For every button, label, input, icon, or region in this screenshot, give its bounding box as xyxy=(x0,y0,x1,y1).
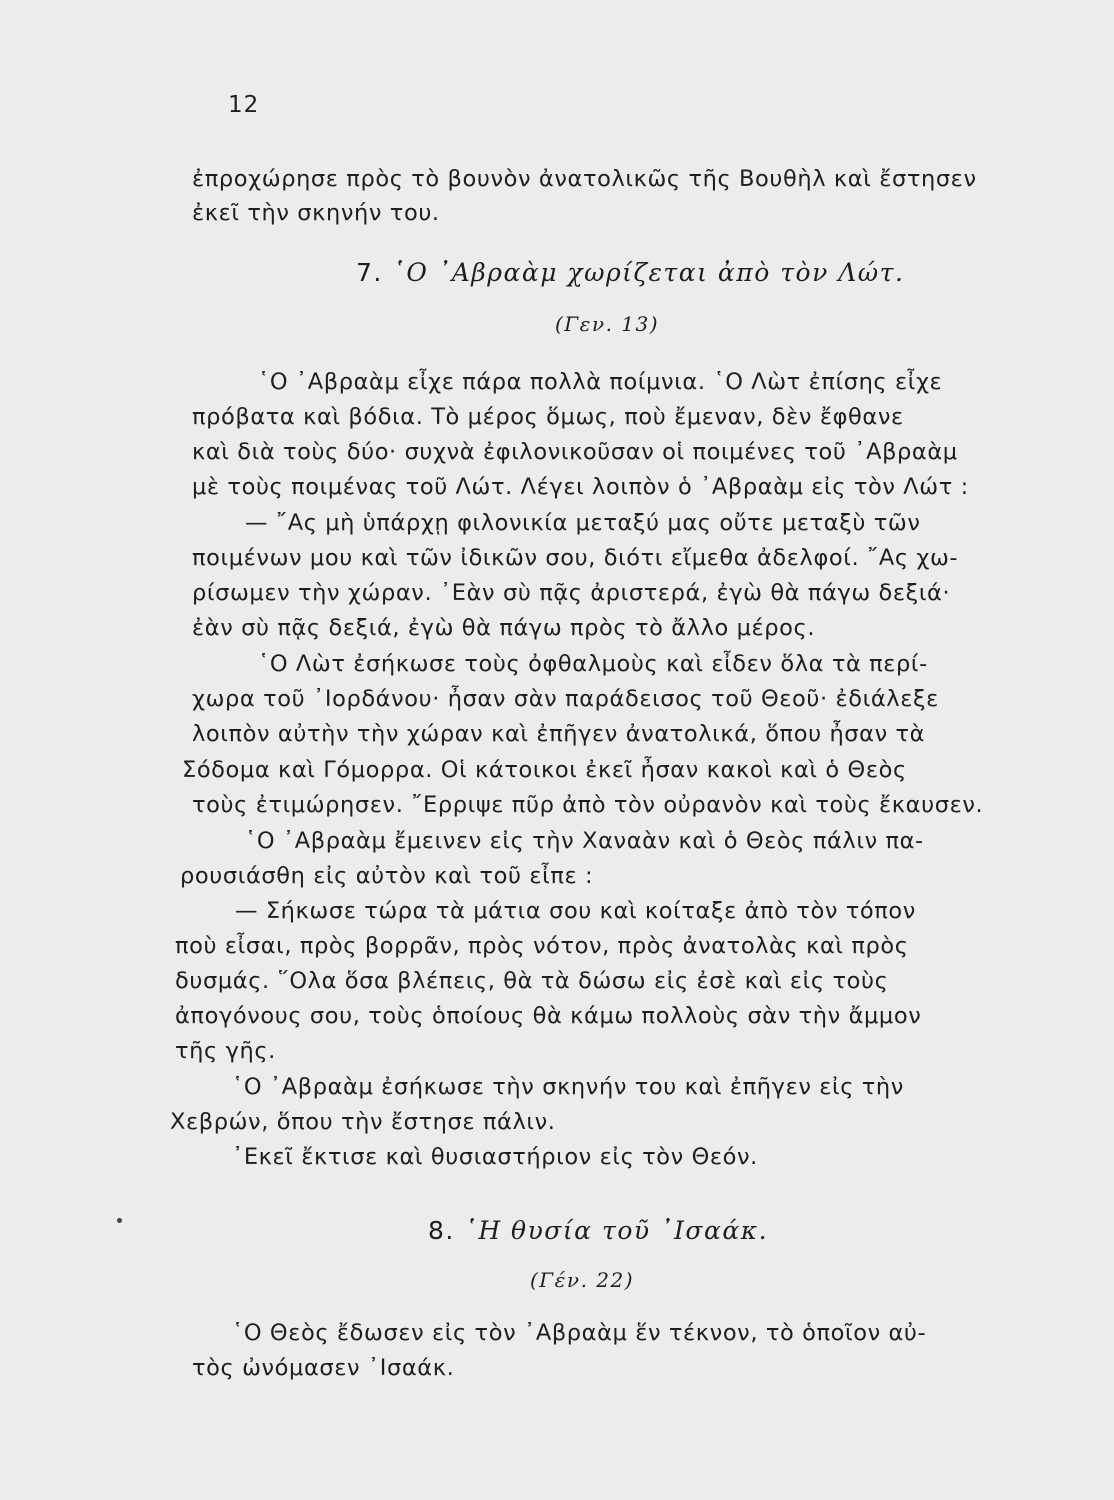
text-line: ρουσιάσθη εἰς αὐτὸν καὶ τοῦ εἶπε : xyxy=(180,863,594,889)
text-line: ποιμένων μου καὶ τῶν ἰδικῶν σου, διότι εἴμεθα ἀδελφοί. ῎Ας χω- xyxy=(192,545,959,571)
text-line: χωρα τοῦ ᾿Ιορδάνου· ἦσαν σὰν παράδεισος τοῦ Θεοῦ· ἐδιάλεξε xyxy=(192,686,939,712)
text-line: ἀπογόνους σου, τοὺς ὁποίους θὰ κάμω πολλοὺς σὰν τὴν ἄμμον xyxy=(175,1003,922,1029)
section-title: ῾Ο ᾿Αβραὰμ χωρίζεται ἀπὸ τὸν Λώτ. xyxy=(392,258,905,287)
text-line: ᾿Εκεῖ ἔκτισε καὶ θυσιαστήριον εἰς τὸν Θεόν. xyxy=(232,1144,758,1170)
text-line: μὲ τοὺς ποιμένας τοῦ Λώτ. Λέγει λοιπὸν ὁ ᾿Αβραὰμ εἰς τὸν Λώτ : xyxy=(192,474,969,500)
section-heading xyxy=(428,1216,768,1245)
section-number: 7. xyxy=(356,258,383,287)
page-number: 12 xyxy=(228,92,260,118)
text-line: ῾Ο ᾿Αβραὰμ ἔμεινεν εἰς τὴν Χαναὰν καὶ ὁ Θεὸς πάλιν πα- xyxy=(245,828,924,854)
text-line: ἐκεῖ τὴν σκηνήν του. xyxy=(192,200,440,226)
text-line: ῾Ο ᾿Αβραὰμ εἶχε πάρα πολλὰ ποίμνια. ῾Ο Λὼτ ἐπίσης εἶχε xyxy=(258,369,943,395)
text-line: καὶ διὰ τοὺς δύο· συχνὰ ἐφιλονικοῦσαν οἱ ποιμένες τοῦ ᾿Αβραὰμ xyxy=(192,439,958,465)
text-line: ἐὰν σὺ πᾷς δεξιά, ἐγὼ θὰ πάγω πρὸς τὸ ἄλλο μέρος. xyxy=(192,615,816,641)
text-line: πρόβατα καὶ βόδια. Τὸ μέρος ὅμως, ποὺ ἔμεναν, δὲν ἔφθανε xyxy=(192,404,904,430)
section-number: 8. xyxy=(428,1216,455,1245)
scripture-reference: (Γέν. 22) xyxy=(530,1268,635,1292)
text-line: ῾Ο ᾿Αβραὰμ ἐσήκωσε τὴν σκηνήν του καὶ ἐπῆγεν εἰς τὴν xyxy=(232,1074,904,1100)
text-line: τὸς ὠνόμασεν ᾿Ισαάκ. xyxy=(192,1355,455,1381)
text-line: Χεβρών, ὅπου τὴν ἔστησε πάλιν. xyxy=(170,1109,556,1135)
text-line: ῾Ο Θεὸς ἔδωσεν εἰς τὸν ᾿Αβραὰμ ἕν τέκνον, τὸ ὁποῖον αὐ- xyxy=(232,1320,927,1346)
section-title: ῾Η θυσία τοῦ ᾿Ισαάκ. xyxy=(464,1216,769,1245)
section-heading xyxy=(356,258,904,287)
text-line: — ῎Ας μὴ ὑπάρχῃ φιλονικία μεταξύ μας οὔτε μεταξὺ τῶν xyxy=(245,510,921,536)
text-line: τῆς γῆς. xyxy=(175,1038,276,1064)
text-line: ῾Ο Λὼτ ἐσήκωσε τοὺς ὀφθαλμοὺς καὶ εἶδεν ὅλα τὰ περί- xyxy=(258,651,928,677)
text-line: λοιπὸν αὐτὴν τὴν χώραν καὶ ἐπῆγεν ἀνατολικά, ὅπου ἦσαν τὰ xyxy=(192,721,926,747)
text-line: τοὺς ἐτιμώρησεν. ῎Ερριψε πῦρ ἀπὸ τὸν οὐρανὸν καὶ τοὺς ἔκαυσεν. xyxy=(192,792,984,818)
scripture-reference: (Γεν. 13) xyxy=(555,312,660,336)
text-line: δυσμάς. ῞Ολα ὅσα βλέπεις, θὰ τὰ δώσω εἰς ἐσὲ καὶ εἰς τοὺς xyxy=(175,968,889,994)
text-line: ρίσωμεν τὴν χώραν. ᾿Εὰν σὺ πᾷς ἀριστερά, ἐγὼ θὰ πάγω δεξιά· xyxy=(192,580,951,606)
text-line: Σόδομα καὶ Γόμορρα. Οἱ κάτοικοι ἐκεῖ ἦσαν κακοὶ καὶ ὁ Θεὸς xyxy=(182,757,907,783)
text-line: ποὺ εἶσαι, πρὸς βορρᾶν, πρὸς νότον, πρὸς ἀνατολὰς καὶ πρὸς xyxy=(175,933,909,959)
print-speck xyxy=(117,1218,122,1223)
text-line: ἐπροχώρησε πρὸς τὸ βουνὸν ἀνατολικῶς τῆς Βουθὴλ καὶ ἔστησεν xyxy=(192,166,977,192)
text-line: — Σήκωσε τώρα τὰ μάτια σου καὶ κοίταξε ἀπὸ τὸν τόπον xyxy=(235,898,916,924)
